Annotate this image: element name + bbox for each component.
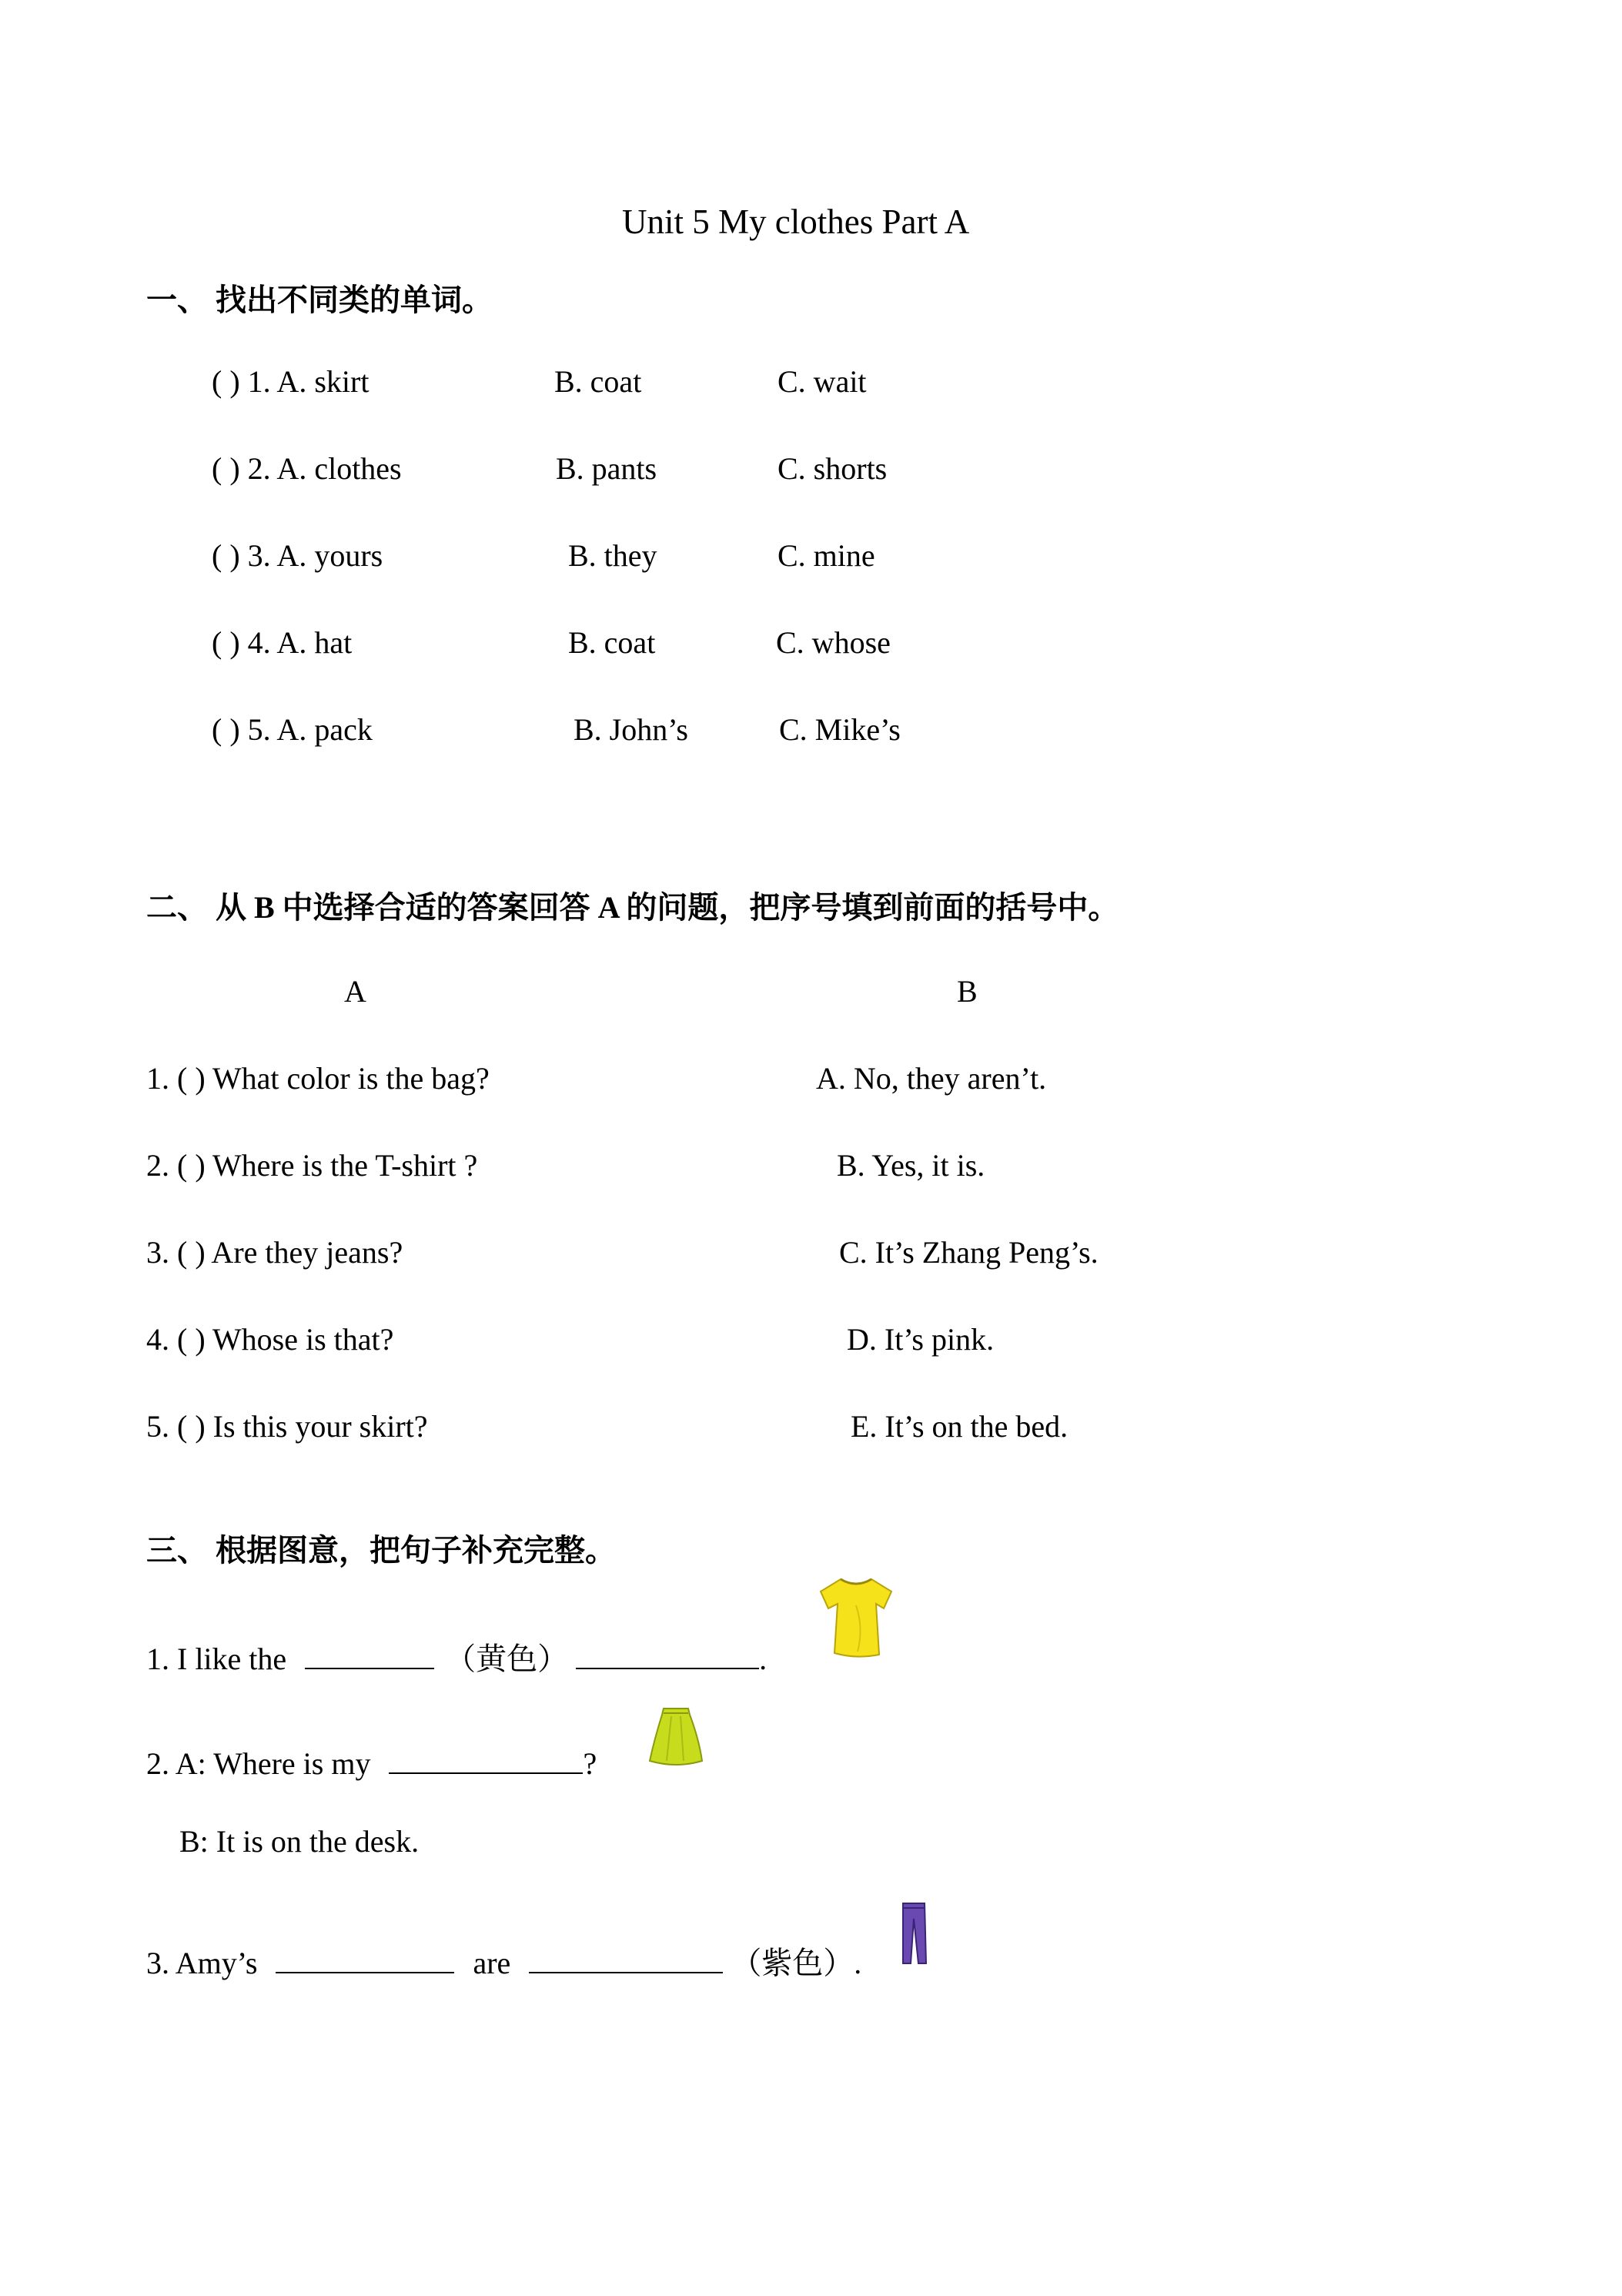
s1-q5-option-c: C. Mike’s xyxy=(779,712,901,747)
s2-answer-e: E. It’s on the bed. xyxy=(851,1409,1069,1444)
section1-heading: 一、 找出不同类的单词。 xyxy=(146,283,493,317)
answer-blank[interactable] xyxy=(305,1637,434,1669)
section2-heading: 二、 从 B 中选择合适的答案回答 A 的问题，把序号填到前面的括号中。 xyxy=(146,890,1119,925)
s2-answer-a: A. No, they aren’t. xyxy=(816,1061,1047,1096)
s3-q1-start: 1. I like the xyxy=(146,1642,287,1676)
s1-q4-option-c: C. whose xyxy=(776,625,891,660)
s1-q3-option-b: B. they xyxy=(568,538,657,573)
s2-answer-d: D. It’s pink. xyxy=(847,1322,995,1357)
s1-q5-option-b: B. John’s xyxy=(574,712,688,747)
s1-q4-option-b: B. coat xyxy=(568,625,656,660)
s1-q2-option-b: B. pants xyxy=(556,451,657,486)
s1-q3-option-c: C. mine xyxy=(778,538,875,573)
s2-q2: 2. ( ) Where is the T-shirt ? xyxy=(146,1148,478,1183)
s1-q4-stem: ( ) 4. A. hat xyxy=(212,625,353,660)
s2-q5: 5. ( ) Is this your skirt? xyxy=(146,1409,428,1444)
column-b-label: B xyxy=(957,974,978,1009)
s2-q4: 4. ( ) Whose is that? xyxy=(146,1322,394,1357)
answer-blank[interactable] xyxy=(276,1941,454,1973)
s3-q1-hint: （黄色） xyxy=(445,1642,569,1676)
answer-blank[interactable] xyxy=(529,1941,723,1973)
purple-pants-icon xyxy=(898,1902,929,1965)
s3-q2-start: 2. A: Where is my xyxy=(146,1746,371,1781)
s1-q5-stem: ( ) 5. A. pack xyxy=(212,712,373,747)
s3-q3-mid: are xyxy=(473,1946,511,1980)
column-a-label: A xyxy=(344,974,366,1009)
s3-q2-line xyxy=(146,1742,597,1782)
s3-q1-end: . xyxy=(759,1642,768,1676)
answer-blank[interactable] xyxy=(576,1637,759,1669)
s1-q1-option-b: B. coat xyxy=(554,364,642,399)
s3-q3-start: 3. Amy’s xyxy=(146,1946,258,1980)
page-title: Unit 5 My clothes Part A xyxy=(622,202,970,241)
s3-q2-answer: B: It is on the desk. xyxy=(179,1824,420,1859)
s2-q1: 1. ( ) What color is the bag? xyxy=(146,1061,490,1096)
s1-q2-stem: ( ) 2. A. clothes xyxy=(212,451,402,486)
s3-q3-line xyxy=(146,1939,861,1983)
section3-heading: 三、 根据图意，把句子补充完整。 xyxy=(146,1533,616,1568)
s2-q3: 3. ( ) Are they jeans? xyxy=(146,1235,403,1270)
s1-q1-stem: ( ) 1. A. skirt xyxy=(212,364,370,399)
s1-q3-stem: ( ) 3. A. yours xyxy=(212,538,383,573)
s2-answer-b: B. Yes, it is. xyxy=(837,1148,985,1183)
s3-q3-hint: （紫色）. xyxy=(731,1946,862,1980)
s3-q1-line xyxy=(146,1635,767,1678)
green-skirt-icon xyxy=(648,1705,704,1767)
yellow-tshirt-icon xyxy=(818,1575,895,1659)
s2-answer-c: C. It’s Zhang Peng’s. xyxy=(839,1235,1099,1270)
s1-q2-option-c: C. shorts xyxy=(778,451,888,486)
s3-q2-end: ? xyxy=(583,1746,597,1781)
answer-blank[interactable] xyxy=(389,1742,583,1774)
s1-q1-option-c: C. wait xyxy=(778,364,867,399)
